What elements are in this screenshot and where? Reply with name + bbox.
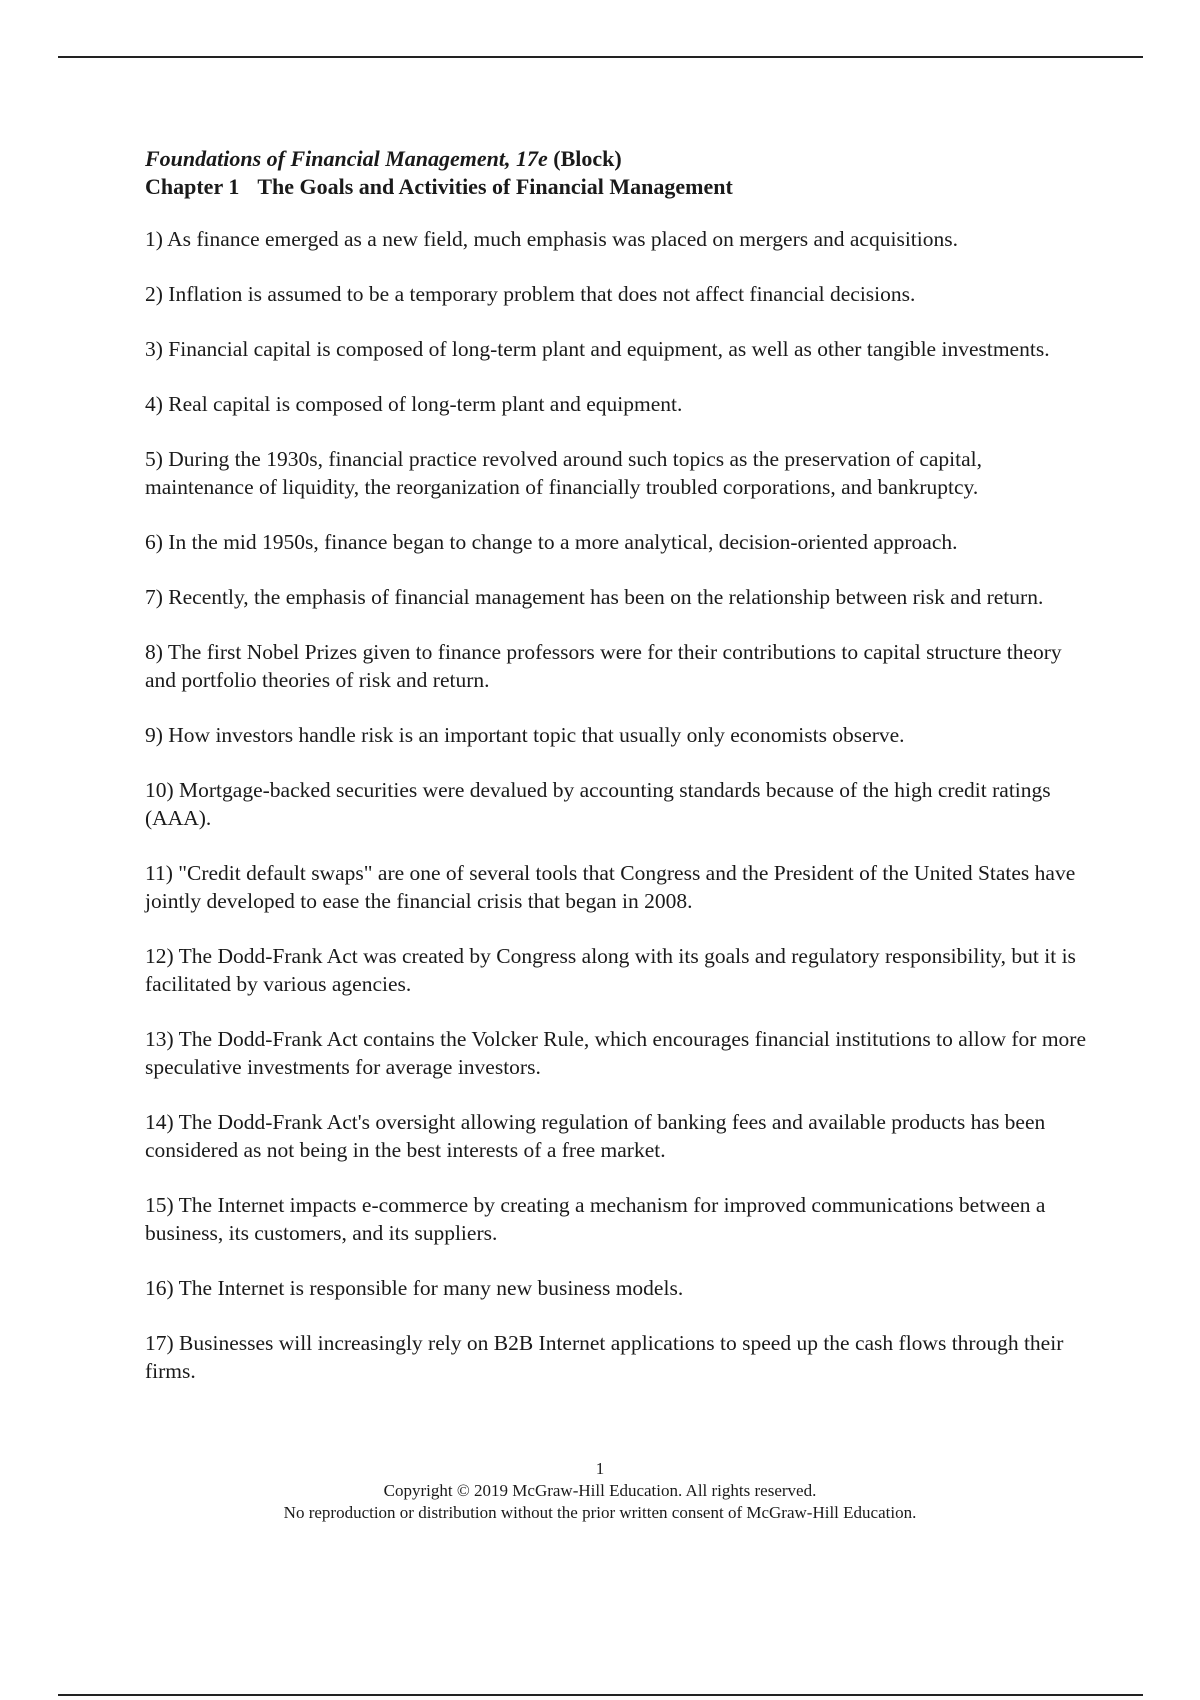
copyright-line: Copyright © 2019 McGraw-Hill Education. All rights reserved.: [383, 1481, 817, 1500]
question-item: 15) The Internet impacts e-commerce by creating a mechanism for improved communications between a business, its customers, and its suppliers.: [145, 1193, 1046, 1245]
book-title: Foundations of Financial Management, 17e: [145, 146, 548, 171]
question-item: 8) The first Nobel Prizes given to finance professors were for their contributions to capital structure theory and portfolio theories of risk and return.: [145, 640, 1062, 692]
question-item: 11) "Credit default swaps" are one of several tools that Congress and the President of the United States have jointly developed to ease the financial crisis that began in 2008.: [145, 861, 1076, 913]
question-item: 12) The Dodd-Frank Act was created by Congress along with its goals and regulatory responsibility, but it is facilitated by various agencies.: [145, 944, 1076, 996]
question-item: 1) As finance emerged as a new field, much emphasis was placed on mergers and acquisitions.: [145, 227, 958, 251]
page-number: 1: [595, 1459, 605, 1478]
question-item: 7) Recently, the emphasis of financial management has been on the relationship between risk and return.: [145, 585, 1044, 609]
question-item: 9) How investors handle risk is an important topic that usually only economists observe.: [145, 723, 905, 747]
question-item: 16) The Internet is responsible for many new business models.: [145, 1276, 684, 1300]
document-body: [145, 145, 1095, 1412]
question-item: 5) During the 1930s, financial practice revolved around such topics as the preservation of capital, maintenance of liquidity, the reorganization of financially troubled corporations, and bankruptcy.: [145, 447, 983, 499]
question-item: 4) Real capital is composed of long-term plant and equipment.: [145, 392, 683, 416]
chapter-heading: [145, 173, 1095, 201]
book-author: (Block): [553, 146, 622, 171]
question-list: [145, 225, 1095, 1385]
page-footer: [0, 1458, 1200, 1524]
question-item: 3) Financial capital is composed of long-term plant and equipment, as well as other tangible investments.: [145, 337, 1050, 361]
chapter-title: The Goals and Activities of Financial Management: [257, 174, 733, 199]
question-item: 6) In the mid 1950s, finance began to change to a more analytical, decision-oriented approach.: [145, 530, 958, 554]
top-divider: [58, 56, 1143, 58]
question-item: 13) The Dodd-Frank Act contains the Volcker Rule, which encourages financial institutions to allow for more speculative investments for average investors.: [145, 1027, 1087, 1079]
question-item: 14) The Dodd-Frank Act's oversight allowing regulation of banking fees and available products has been considered as not being in the best interests of a free market.: [145, 1110, 1046, 1162]
bottom-divider: [58, 1694, 1143, 1696]
question-item: 2) Inflation is assumed to be a temporary problem that does not affect financial decisions.: [145, 282, 916, 306]
reproduction-notice: No reproduction or distribution without the prior written consent of McGraw-Hill Education.: [283, 1503, 917, 1522]
book-heading: [145, 145, 1095, 173]
chapter-number: Chapter 1: [145, 174, 240, 199]
question-item: 17) Businesses will increasingly rely on B2B Internet applications to speed up the cash flows through their firms.: [145, 1331, 1064, 1383]
question-item: 10) Mortgage-backed securities were devalued by accounting standards because of the high credit ratings (AAA).: [145, 778, 1051, 830]
